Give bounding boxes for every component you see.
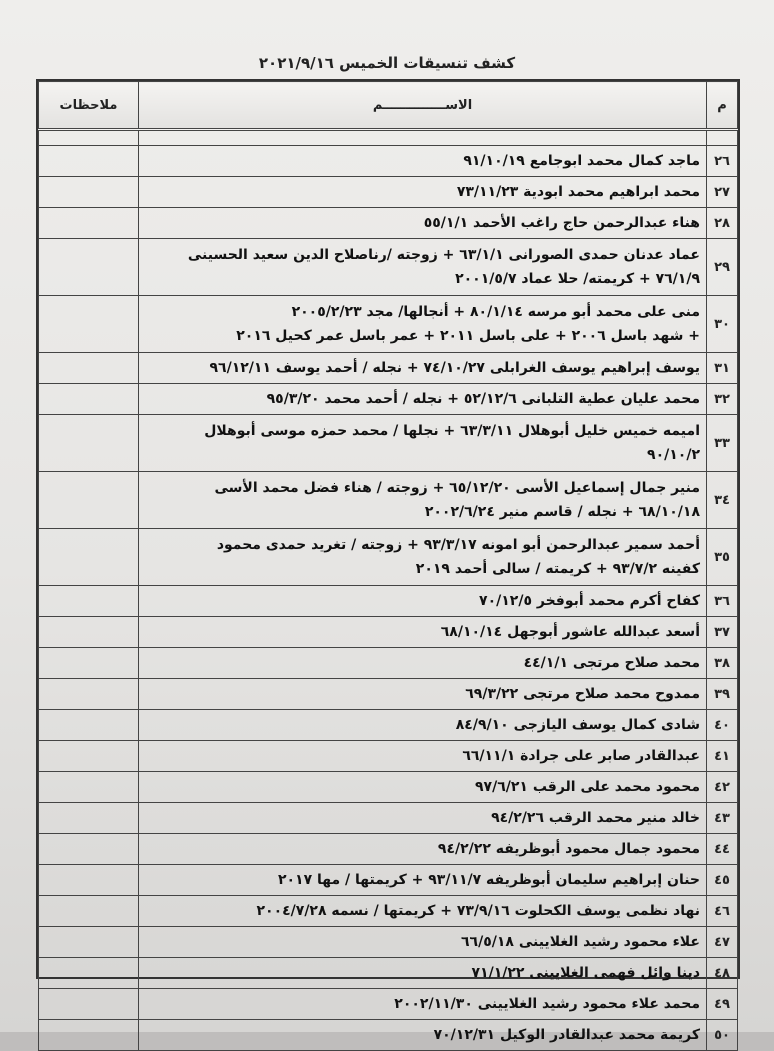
row-notes xyxy=(39,472,139,529)
row-name: منير جمال إسماعيل الأسى ٦٥/١٢/٢٠ + زوجته / هناء فضل محمد الأسى ٦٨/١٠/١٨ + نجله / قاسم منير ٢٠٠٢/٦/٢٤ xyxy=(139,472,707,529)
row-notes xyxy=(39,803,139,834)
table-row xyxy=(39,208,738,239)
row-notes xyxy=(39,177,139,208)
row-notes xyxy=(39,989,139,1020)
names-table-frame xyxy=(36,79,740,1043)
row-notes xyxy=(39,146,139,177)
row-name: كريمة محمد عبدالقادر الوكيل ٧٠/١٢/٣١ xyxy=(139,1020,707,1051)
row-notes xyxy=(39,865,139,896)
row-name: دينا وائل فهمى الغلايينى ٧١/١/٢٢ xyxy=(139,958,707,989)
row-name: عبدالقادر صابر على جرادة ٦٦/١١/١ xyxy=(139,741,707,772)
table-row xyxy=(39,415,738,472)
document-title: كشف تنسيقات الخميس ٢٠٢١/٩/١٦ xyxy=(258,54,516,72)
row-name: يوسف إبراهيم يوسف الغرابلى ٧٤/١٠/٢٧ + نجله / أحمد يوسف ٩٦/١٢/١١ xyxy=(139,353,707,384)
row-name: محمود جمال محمود أبوظريفه ٩٤/٢/٢٢ xyxy=(139,834,707,865)
header-notes: ملاحظات xyxy=(39,82,139,130)
row-notes xyxy=(39,772,139,803)
table-row xyxy=(39,353,738,384)
row-number: ٣٤ xyxy=(707,472,738,529)
table-row xyxy=(39,472,738,529)
row-notes xyxy=(39,927,139,958)
row-notes xyxy=(39,384,139,415)
table-row xyxy=(39,927,738,958)
table-row xyxy=(39,772,738,803)
row-number: ٣٦ xyxy=(707,586,738,617)
row-number: ٤١ xyxy=(707,741,738,772)
row-notes xyxy=(39,1020,139,1051)
row-name: حنان إبراهيم سليمان أبوظريفه ٩٣/١١/٧ + كريمتها / مها ٢٠١٧ xyxy=(139,865,707,896)
row-name: شادى كمال يوسف اليازجى ٨٤/٩/١٠ xyxy=(139,710,707,741)
row-number: ٤٠ xyxy=(707,710,738,741)
row-name: أسعد عبدالله عاشور أبوجهل ٦٨/١٠/١٤ xyxy=(139,617,707,648)
row-number: ٣١ xyxy=(707,353,738,384)
row-notes xyxy=(39,415,139,472)
table-header-row xyxy=(39,82,738,130)
table-row xyxy=(39,177,738,208)
row-number: ٥٠ xyxy=(707,1020,738,1051)
table-row xyxy=(39,679,738,710)
table-row xyxy=(39,710,738,741)
row-notes xyxy=(39,896,139,927)
names-table xyxy=(38,81,738,1051)
row-number: ٣٢ xyxy=(707,384,738,415)
row-number: ٣٥ xyxy=(707,529,738,586)
row-number: ٤٦ xyxy=(707,896,738,927)
header-name: الاســــــــــــــم xyxy=(139,82,707,130)
row-number: ٤٨ xyxy=(707,958,738,989)
row-notes xyxy=(39,958,139,989)
table-row xyxy=(39,741,738,772)
row-notes xyxy=(39,710,139,741)
table-row xyxy=(39,834,738,865)
row-number: ٣٧ xyxy=(707,617,738,648)
row-name: محمد علاء محمود رشيد الغلايينى ٢٠٠٢/١١/٣٠ xyxy=(139,989,707,1020)
row-name: أحمد سمير عبدالرحمن أبو امونه ٩٣/٣/١٧ + زوجته / تغريد حمدى محمود كفينه ٩٣/٧/٢ + كريمته / سالى أحمد ٢٠١٩ xyxy=(139,529,707,586)
table-row xyxy=(39,296,738,353)
table-row xyxy=(39,648,738,679)
spacer-cell xyxy=(39,130,139,146)
row-name: محمد عليان عطية التلبانى ٥٢/١٢/٦ + نجله / أحمد محمد ٩٥/٣/٢٠ xyxy=(139,384,707,415)
row-notes xyxy=(39,679,139,710)
row-name: هناء عبدالرحمن حاج راغب الأحمد ٥٥/١/١ xyxy=(139,208,707,239)
row-number: ٣٩ xyxy=(707,679,738,710)
row-name: اميمه خميس خليل أبوهلال ٦٣/٣/١١ + نجلها / محمد حمزه موسى أبوهلال ٩٠/١٠/٢ xyxy=(139,415,707,472)
row-notes xyxy=(39,296,139,353)
row-number: ٢٩ xyxy=(707,239,738,296)
row-name: محمد صلاح مرتجى ٤٤/١/١ xyxy=(139,648,707,679)
header-number: م xyxy=(707,82,738,130)
row-name: محمود محمد على الرقب ٩٧/٦/٢١ xyxy=(139,772,707,803)
row-number: ٤٤ xyxy=(707,834,738,865)
row-notes xyxy=(39,353,139,384)
table-body xyxy=(39,130,738,1051)
table-row xyxy=(39,146,738,177)
table-row xyxy=(39,989,738,1020)
table-row xyxy=(39,586,738,617)
row-name: منى على محمد أبو مرسه ٨٠/١/١٤ + أنجالها/ مجد ٢٠٠٥/٢/٢٣ + شهد باسل ٢٠٠٦ + على باسل ٢٠١١ + عمر باسل عمر كحيل ٢٠١٦ xyxy=(139,296,707,353)
row-notes xyxy=(39,648,139,679)
row-number: ٤٢ xyxy=(707,772,738,803)
table-row xyxy=(39,958,738,989)
row-number: ٤٩ xyxy=(707,989,738,1020)
table-row xyxy=(39,865,738,896)
row-notes xyxy=(39,239,139,296)
header-spacer-row xyxy=(39,130,738,146)
table-row xyxy=(39,384,738,415)
row-number: ٤٣ xyxy=(707,803,738,834)
row-notes xyxy=(39,741,139,772)
spacer-cell xyxy=(139,130,707,146)
row-number: ٢٨ xyxy=(707,208,738,239)
row-notes xyxy=(39,617,139,648)
row-notes xyxy=(39,586,139,617)
row-name: عماد عدنان حمدى الصورانى ٦٣/١/١ + زوجته /رناصلاح الدين سعيد الحسينى ٧٦/١/٩ + كريمته/ حلا عماد ٢٠٠١/٥/٧ xyxy=(139,239,707,296)
row-name: كفاح أكرم محمد أبوفخر ٧٠/١٢/٥ xyxy=(139,586,707,617)
table-row xyxy=(39,803,738,834)
row-number: ٤٧ xyxy=(707,927,738,958)
table-row xyxy=(39,896,738,927)
row-notes xyxy=(39,208,139,239)
row-notes xyxy=(39,834,139,865)
row-number: ٣٠ xyxy=(707,296,738,353)
table-row xyxy=(39,529,738,586)
row-notes xyxy=(39,529,139,586)
row-name: ماجد كمال محمد ابوجامع ٩١/١٠/١٩ xyxy=(139,146,707,177)
row-number: ٤٥ xyxy=(707,865,738,896)
row-number: ٢٦ xyxy=(707,146,738,177)
row-name: محمد ابراهيم محمد ابودية ٧٣/١١/٢٣ xyxy=(139,177,707,208)
table-row xyxy=(39,239,738,296)
table-row xyxy=(39,617,738,648)
table-row xyxy=(39,1020,738,1051)
row-number: ٣٣ xyxy=(707,415,738,472)
row-number: ٢٧ xyxy=(707,177,738,208)
row-name: نهاد نظمى يوسف الكحلوت ٧٣/٩/١٦ + كريمتها / نسمه ٢٠٠٤/٧/٢٨ xyxy=(139,896,707,927)
spacer-cell xyxy=(707,130,738,146)
row-name: علاء محمود رشيد الغلايينى ٦٦/٥/١٨ xyxy=(139,927,707,958)
row-name: ممدوح محمد صلاح مرتجى ٦٩/٣/٢٢ xyxy=(139,679,707,710)
row-number: ٣٨ xyxy=(707,648,738,679)
row-name: خالد منير محمد الرقب ٩٤/٢/٢٦ xyxy=(139,803,707,834)
